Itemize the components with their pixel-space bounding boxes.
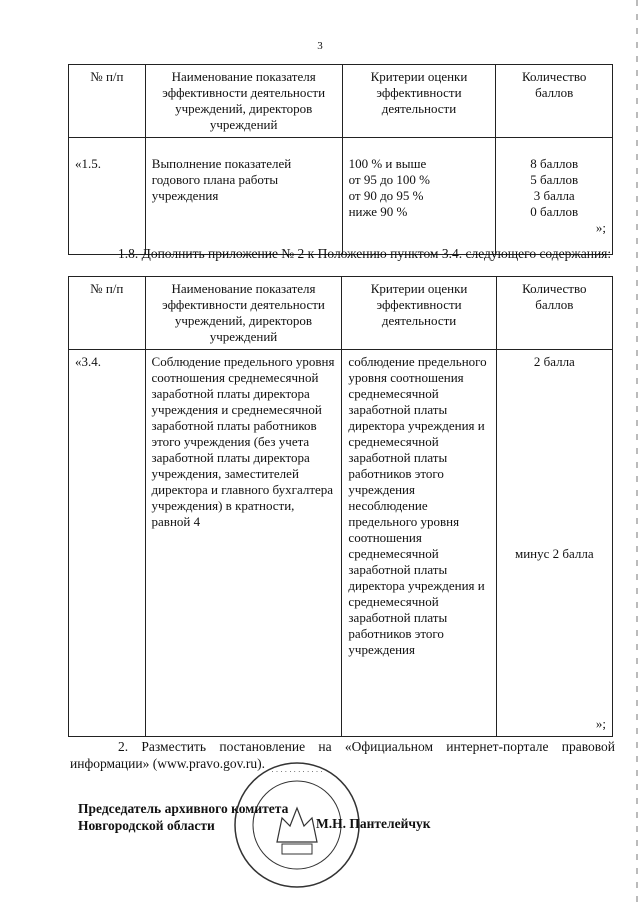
row-scores [496,350,612,737]
signature-name: М.Н. Пантелейчук [316,816,431,831]
header-cell-name: Наименование показателя эффективности деятельности учреждений, директоров учреждений [145,65,342,138]
criteria-noncompliance: несоблюдение предельного уровня соотношения среднемесячной заработной платы директора учреждения и среднемесячной заработной платы работников этого учреждения [348,498,485,657]
header-cell-name: Наименование показателя эффективности деятельности учреждений, директоров учреждений [145,277,342,350]
header-cell-num: № п/п [69,65,146,138]
criteria-line: 100 % и выше [348,156,427,171]
table-header-row [69,65,613,138]
scan-edge [636,0,638,905]
closing-quote: »; [595,220,606,235]
criteria-line: от 90 до 95 % [348,188,424,203]
header-cell-num: № п/п [69,277,146,350]
header-cell-criteria: Критерии оценки эффективности деятельности [342,277,496,350]
signature-line-2: Новгородской области [78,818,215,833]
row-indicator-name: Выполнение показателей годового плана работы учреждения [145,138,342,255]
table-row [69,138,613,255]
svg-text:· · · · · · · · · · · ·: · · · · · · · · · · · · [271,768,323,776]
signature-title [78,800,288,834]
score-compliance: 2 балла [533,354,575,369]
table-header-row [69,277,613,350]
row-criteria [342,350,496,737]
row-indicator-name: Соблюдение предельного уровня соотношения среднемесячной заработной платы директора учреждения и среднемесячной заработной платы работников этого учреждения (без учета заработной платы директора учреждения, заместителей директора и главного бухгалтера учреждения) в кратности, равной 4 [145,350,342,737]
criteria-compliance: соблюдение предельного уровня соотношения среднемесячной заработной платы директора учреждения и среднемесячной заработной платы работников этого учреждения [348,354,487,497]
closing-quote: »; [595,716,606,731]
table-criteria-1-5 [68,64,613,255]
row-scores [496,138,613,255]
score-line: 3 балла [533,188,575,203]
signature-line-1: Председатель архивного комитета [78,801,289,816]
criteria-line: ниже 90 % [348,204,408,219]
header-cell-score: Количество баллов [496,65,613,138]
paragraph-1-8: 1.8. Дополнить приложение № 2 к Положению пунктом 3.4. следующего содержания: [118,246,612,261]
table-criteria-3-4 [68,276,613,737]
page-number: 3 [317,40,323,52]
header-cell-score: Количество баллов [496,277,612,350]
score-line: 0 баллов [530,204,579,219]
score-line: 8 баллов [530,156,579,171]
paragraph-2: 2. Разместить постановление на «Официальном интернет-портале правовой информации» (www.pravo.gov.ru). [70,739,615,771]
score-line: 5 баллов [530,172,579,187]
row-num: «1.5. [69,138,146,255]
criteria-line: от 95 до 100 % [348,172,431,187]
header-cell-criteria: Критерии оценки эффективности деятельности [342,65,496,138]
table-row [69,350,613,737]
row-num: «3.4. [69,350,146,737]
score-noncompliance: минус 2 балла [515,546,594,561]
row-criteria [342,138,496,255]
